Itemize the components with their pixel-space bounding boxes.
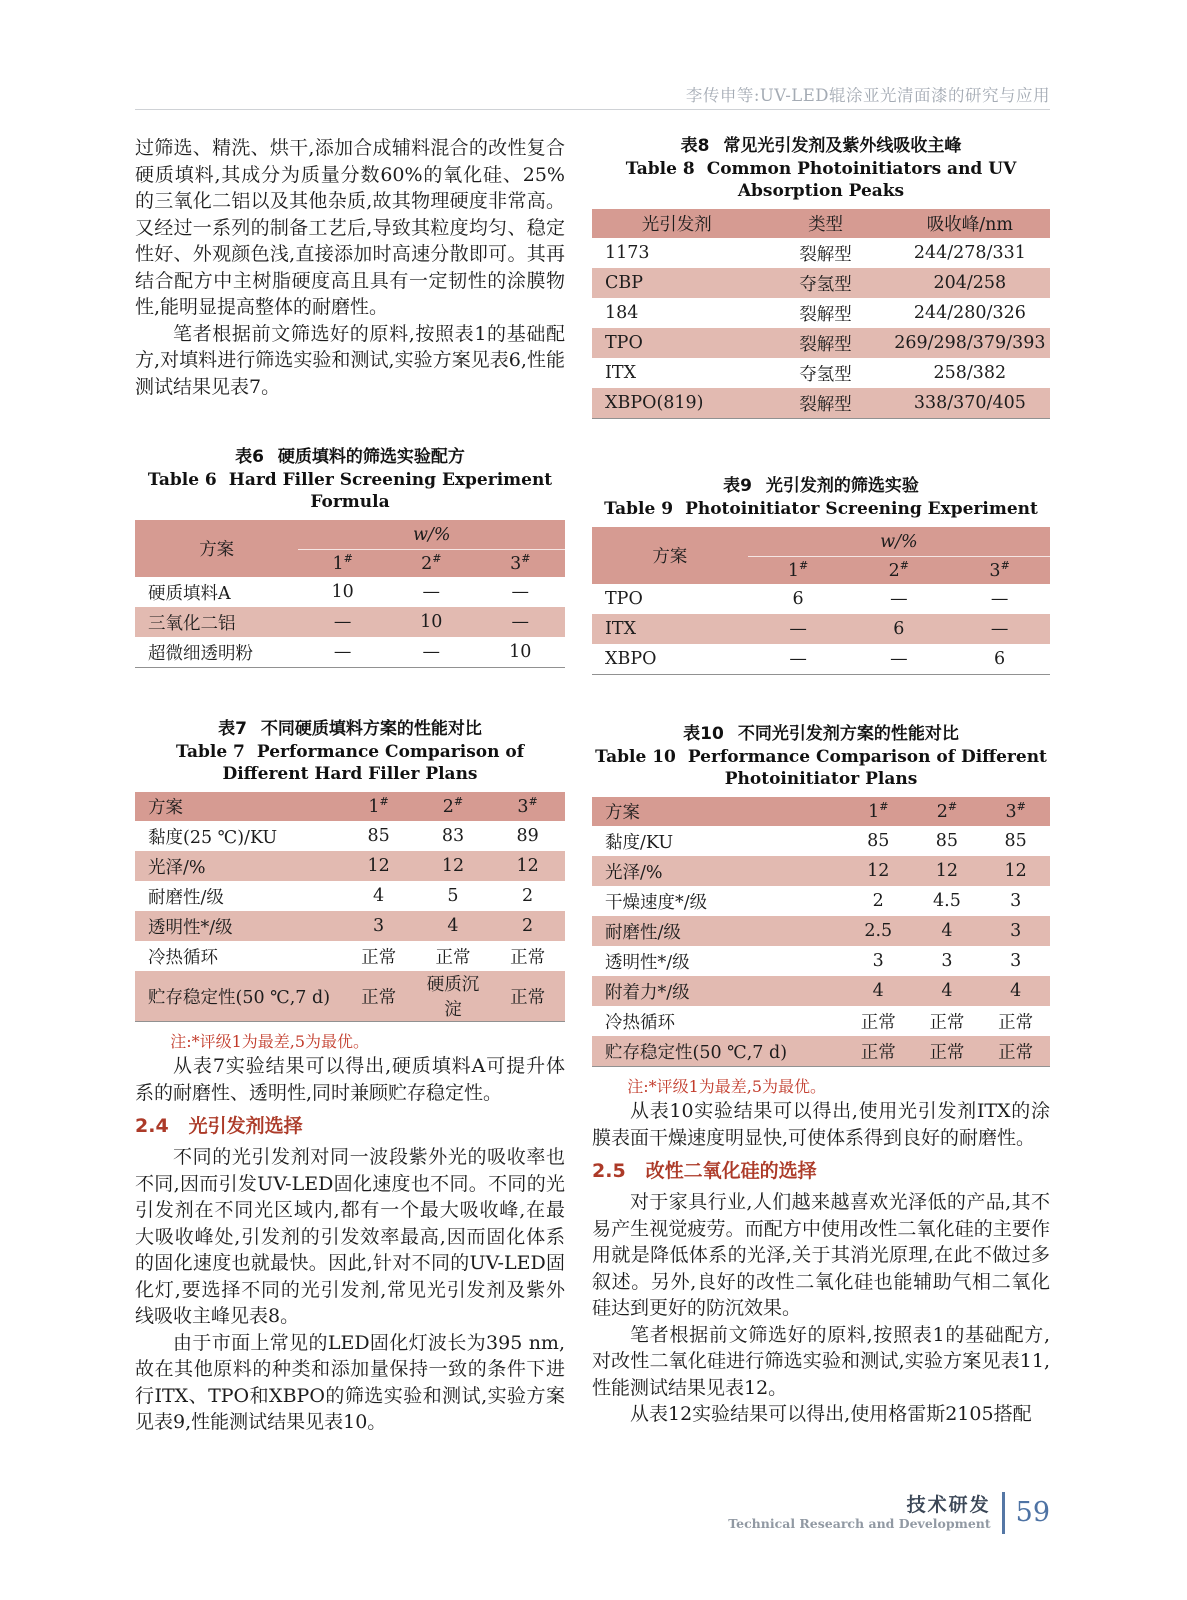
table-row xyxy=(592,614,1050,644)
row-label: 光泽/% xyxy=(592,856,844,886)
table-row xyxy=(592,1006,1050,1036)
table-8 xyxy=(592,209,1050,419)
plan-superscript: # xyxy=(1016,799,1026,813)
table-row xyxy=(592,328,1050,358)
caption-label: Table 10 xyxy=(595,747,676,767)
row-label: 耐磨性/级 xyxy=(148,887,224,908)
plan-header: 1# xyxy=(748,557,849,585)
row-label: 透明性*/级 xyxy=(135,911,341,941)
table-cell: 硬质沉淀 xyxy=(416,971,490,1022)
section-number: 2.4 xyxy=(135,1115,169,1137)
table-cell: — xyxy=(789,649,807,669)
table-cell: 85 xyxy=(1004,831,1027,851)
table-cell: 6 xyxy=(792,589,804,609)
table-10-caption-en xyxy=(592,746,1050,790)
table-cell: 正常 xyxy=(998,1012,1034,1033)
table-row xyxy=(135,821,565,851)
table-7-caption-en xyxy=(135,741,565,785)
table-10-note: 注:*评级1为最差,5为最优。 xyxy=(627,1077,827,1096)
table-9-caption-en xyxy=(592,498,1050,520)
table-8-caption-en xyxy=(592,158,1050,202)
table-cell: 3 xyxy=(981,916,1050,946)
table-cell: 4 xyxy=(913,916,982,946)
table-row xyxy=(135,851,565,881)
table-8-block xyxy=(592,135,1050,419)
table-row xyxy=(592,238,1050,268)
table-cell: 10 xyxy=(387,607,476,637)
table-6-block xyxy=(135,446,565,668)
table-cell: 裂解型 xyxy=(761,388,889,419)
running-head: 李传申等:UV-LED辊涂亚光清面漆的研究与应用 xyxy=(685,86,1050,105)
table-cell: 83 xyxy=(441,826,465,846)
table-6 xyxy=(135,520,565,668)
row-label: 贮存稳定性(50 ℃,7 d) xyxy=(135,971,341,1022)
table-cell: 4 xyxy=(844,976,913,1006)
table-cell: 正常 xyxy=(860,1012,896,1033)
table-row xyxy=(135,637,565,668)
table-cell: 正常 xyxy=(981,1036,1050,1067)
plan-superscript: # xyxy=(432,551,442,565)
page-footer xyxy=(728,1492,1050,1534)
table-row xyxy=(592,826,1050,856)
caption-label: 表6 xyxy=(235,447,264,467)
table-cell: 244/278/331 xyxy=(913,243,1026,263)
table-cell: — xyxy=(298,607,387,637)
footer-section-zh: 技术研发 xyxy=(906,1494,991,1516)
caption-label: Table 8 xyxy=(625,159,695,179)
table-cell: 12 xyxy=(913,856,982,886)
table-cell: — xyxy=(422,582,440,602)
caption-label: Table 7 xyxy=(175,742,245,762)
table-row xyxy=(135,607,565,637)
row-label: CBP xyxy=(592,268,761,298)
table-row xyxy=(592,856,1050,886)
paragraph: 过筛选、精洗、烘干,添加合成辅料混合的改性复合硬质填料,其成分为质量分数60%的氧化硅、25%的三氧化二铝以及其他杂质,故其物理硬度非常高。又经过一系列的制备工艺后,导致其粒度均匀、稳定性好、外观颜色浅,直接添加时高速分散即可。其再结合配方中主树脂硬度高且具有一定韧性的涂膜物性,能明显提高整体的耐磨性。 xyxy=(135,137,565,318)
table-row xyxy=(135,577,565,607)
table-cell: 85 xyxy=(367,826,390,846)
row-label: 附着力*/级 xyxy=(592,976,844,1006)
plan-header: 1# xyxy=(298,550,387,578)
table-row xyxy=(592,388,1050,419)
caption-label: 表9 xyxy=(723,476,752,496)
row-label: 冷热循环 xyxy=(148,947,218,968)
plan-header: 2# xyxy=(913,797,982,826)
table-cell: — xyxy=(511,582,530,602)
table-cell: 正常 xyxy=(510,947,546,968)
row-label: XBPO(819) xyxy=(592,388,761,419)
table-row xyxy=(135,971,565,1022)
caption-title: 常见光引发剂及紫外线吸收主峰 xyxy=(723,136,962,156)
row-label: ITX xyxy=(605,363,637,383)
table-7-block xyxy=(135,718,565,1053)
table-6-caption-zh xyxy=(135,446,565,469)
table-row xyxy=(135,941,565,971)
right-column xyxy=(592,135,1050,1436)
plan-superscript: # xyxy=(1000,558,1010,572)
plan-header: 2# xyxy=(387,550,476,578)
table-cell: 89 xyxy=(516,826,539,846)
section-heading-2-5 xyxy=(592,1158,1050,1184)
table-cell: 夺氢型 xyxy=(799,364,852,385)
table-cell: 2 xyxy=(872,891,884,911)
row-label: 184 xyxy=(605,303,639,323)
row-label: TPO xyxy=(592,328,761,358)
row-label: TPO xyxy=(605,589,643,609)
table-cell: 4 xyxy=(981,976,1050,1006)
table-cell: 2.5 xyxy=(844,916,913,946)
table-9 xyxy=(592,527,1050,675)
plan-header: 3# xyxy=(476,550,565,578)
table-cell: 3 xyxy=(872,951,884,971)
table-row xyxy=(592,584,1050,614)
table-cell: 5 xyxy=(447,886,459,906)
row-label: 黏度(25 ℃)/KU xyxy=(148,827,278,848)
plan-superscript: # xyxy=(528,794,538,808)
table-9-block xyxy=(592,475,1050,675)
caption-title: Hard Filler Screening Experiment Formula xyxy=(228,470,553,512)
table-cell: 10 xyxy=(509,642,532,662)
paragraph: 不同的光引发剂对同一波段紫外光的吸收率也不同,因而引发UV-LED固化速度也不同。不同的光引发剂在不同光区域内,都有一个最大吸收峰,在最大吸收峰处,引发剂的引发效率最高,因而固化体系的固化速度也就最快。因此,针对不同的UV-LED固化灯,要选择不同的光引发剂,常见光引发剂及紫外线吸收主峰见表8。 xyxy=(135,1146,565,1327)
column-header: 方案 xyxy=(592,527,748,584)
table-cell: 裂解型 xyxy=(799,304,852,325)
table-row xyxy=(135,881,565,911)
table-cell: 10 xyxy=(331,582,354,602)
table-cell: 12 xyxy=(844,856,913,886)
paragraph: 从表10实验结果可以得出,使用光引发剂ITX的涂膜表面干燥速度明显快,可使体系得到良好的耐磨性。 xyxy=(592,1100,1050,1149)
column-header: 吸收峰/nm xyxy=(890,209,1050,238)
section-number: 2.5 xyxy=(592,1160,626,1182)
plan-header: 2# xyxy=(848,557,949,585)
table-row xyxy=(592,886,1050,916)
caption-title: 硬质填料的筛选实验配方 xyxy=(277,447,465,467)
row-label: 干燥速度*/级 xyxy=(605,892,708,913)
table-row xyxy=(592,298,1050,328)
plan-header: 3# xyxy=(949,557,1050,585)
caption-title: 光引发剂的筛选实验 xyxy=(765,476,919,496)
table-cell: 正常 xyxy=(341,971,415,1022)
column-header: 方案 xyxy=(135,520,298,577)
table-header-row xyxy=(135,792,565,821)
table-cell: 夺氢型 xyxy=(761,268,889,298)
plan-superscript: # xyxy=(521,551,531,565)
column-header: 方案 xyxy=(135,792,341,821)
table-cell: 4 xyxy=(416,911,490,941)
paragraph: 对于家具行业,人们越来越喜欢光泽低的产品,其不易产生视觉疲劳。而配方中使用改性二氧化硅的主要作用就是降低体系的光泽,关于其消光原理,在此不做过多叙述。另外,良好的改性二氧化硅也能辅助气相二氧化硅达到更好的防沉效果。 xyxy=(592,1191,1050,1319)
row-label: 硬质填料A xyxy=(148,583,231,604)
table-cell: 85 xyxy=(867,831,890,851)
table-row xyxy=(592,916,1050,946)
plan-header: 3# xyxy=(981,797,1050,826)
table-7-caption-zh xyxy=(135,718,565,741)
page-number: 59 xyxy=(1015,1497,1050,1528)
left-column xyxy=(135,135,565,1436)
column-header: 类型 xyxy=(761,209,889,238)
row-label: XBPO xyxy=(605,649,657,669)
caption-title: Common Photoinitiators and UV Absorption Peaks xyxy=(706,159,1017,201)
table-cell: 裂解型 xyxy=(799,244,852,265)
plan-header: 1# xyxy=(844,797,913,826)
caption-title: 不同光引发剂方案的性能对比 xyxy=(737,724,959,744)
row-label: 黏度/KU xyxy=(605,832,674,853)
table-cell: — xyxy=(949,614,1050,644)
table-10 xyxy=(592,797,1050,1067)
plan-header: 2# xyxy=(416,792,490,821)
caption-label: 表7 xyxy=(218,719,247,739)
table-10-block xyxy=(592,723,1050,1098)
row-label: 贮存稳定性(50 ℃,7 d) xyxy=(592,1036,844,1067)
table-cell: 3 xyxy=(941,951,953,971)
footer-section-labels xyxy=(728,1494,990,1532)
paragraph: 笔者根据前文筛选好的原料,按照表1的基础配方,对改性二氧化硅进行筛选实验和测试,实验方案见表11,性能测试结果见表12。 xyxy=(592,1323,1050,1399)
table-header-row xyxy=(592,797,1050,826)
table-cell: 2 xyxy=(490,911,565,941)
table-7 xyxy=(135,792,565,1022)
paragraph: 笔者根据前文筛选好的原料,按照表1的基础配方,对填料进行筛选实验和测试,实验方案见表6,性能测试结果见表7。 xyxy=(135,322,565,398)
table-row xyxy=(592,946,1050,976)
group-header: w/% xyxy=(748,527,1050,557)
table-cell: 338/370/405 xyxy=(890,388,1050,419)
table-header-row xyxy=(592,209,1050,238)
caption-label: Table 6 xyxy=(147,470,217,490)
table-cell: 4 xyxy=(913,976,982,1006)
table-cell: — xyxy=(422,642,440,662)
table-cell: 12 xyxy=(490,851,565,881)
table-cell: 正常 xyxy=(490,971,565,1022)
table-header-row xyxy=(592,527,1050,557)
table-cell: 4.5 xyxy=(933,891,961,911)
plan-superscript: # xyxy=(453,794,464,808)
row-label: 1173 xyxy=(605,243,650,263)
column-header: 方案 xyxy=(592,797,844,826)
row-label: 透明性*/级 xyxy=(605,952,690,973)
plan-header: 1# xyxy=(341,792,415,821)
table-cell: 正常 xyxy=(913,1036,982,1067)
table-cell: 85 xyxy=(935,831,959,851)
table-header-row xyxy=(135,520,565,550)
row-label: 超微细透明粉 xyxy=(148,643,253,664)
column-header: 光引发剂 xyxy=(592,209,761,238)
table-7-note: 注:*评级1为最差,5为最优。 xyxy=(170,1032,370,1051)
table-cell: 269/298/379/393 xyxy=(890,328,1050,358)
section-heading-2-4 xyxy=(135,1113,565,1139)
section-title: 光引发剂选择 xyxy=(188,1115,303,1137)
footer-section-en: Technical Research and Development xyxy=(728,1516,991,1531)
group-header: w/% xyxy=(298,520,565,550)
table-row xyxy=(592,976,1050,1006)
caption-title: Photoinitiator Screening Experiment xyxy=(685,499,1038,519)
table-cell: 2 xyxy=(522,886,534,906)
table-row xyxy=(592,358,1050,388)
footer-divider-bar xyxy=(1002,1492,1005,1534)
table-cell: 12 xyxy=(341,851,415,881)
table-cell: 3 xyxy=(1010,891,1022,911)
row-label: 耐磨性/级 xyxy=(592,916,844,946)
caption-label: 表10 xyxy=(683,724,724,744)
table-cell: 12 xyxy=(416,851,490,881)
paragraph: 由于市面上常见的LED固化灯波长为395 nm,故在其他原料的种类和添加量保持一致的条件下进行ITX、TPO和XBPO的筛选实验和测试,实验方案见表9,性能测试结果见表10。 xyxy=(135,1331,565,1433)
plan-superscript: # xyxy=(947,799,958,813)
table-cell: 6 xyxy=(994,649,1006,669)
section-title: 改性二氧化硅的选择 xyxy=(645,1160,817,1182)
plan-superscript: # xyxy=(879,799,889,813)
table-row xyxy=(592,644,1050,675)
caption-title: 不同硬质填料方案的性能对比 xyxy=(260,719,482,739)
table-cell: 6 xyxy=(848,614,949,644)
table-cell: 204/258 xyxy=(890,268,1050,298)
row-label: 光泽/% xyxy=(135,851,341,881)
table-cell: — xyxy=(748,614,849,644)
table-cell: 正常 xyxy=(435,947,471,968)
row-label: 冷热循环 xyxy=(605,1012,675,1033)
plan-superscript: # xyxy=(343,551,353,565)
caption-label: Table 9 xyxy=(604,499,674,519)
table-cell: 3 xyxy=(1010,951,1022,971)
table-row xyxy=(592,268,1050,298)
table-cell: — xyxy=(890,649,908,669)
table-cell: 裂解型 xyxy=(761,328,889,358)
table-8-caption-zh xyxy=(592,135,1050,158)
table-cell: — xyxy=(476,607,565,637)
row-label: ITX xyxy=(592,614,748,644)
table-cell: 258/382 xyxy=(933,363,1007,383)
table-10-caption-zh xyxy=(592,723,1050,746)
plan-superscript: # xyxy=(379,794,389,808)
caption-title: Performance Comparison of Different Hard Filler Plans xyxy=(222,742,525,784)
table-cell: 正常 xyxy=(844,1036,913,1067)
table-cell: 正常 xyxy=(361,947,397,968)
plan-superscript: # xyxy=(899,558,910,572)
table-cell: — xyxy=(890,589,908,609)
paragraph: 从表12实验结果可以得出,使用格雷斯2105搭配 xyxy=(630,1403,1032,1425)
table-row xyxy=(135,911,565,941)
paragraph: 从表7实验结果可以得出,硬质填料A可提升体系的耐磨性、透明性,同时兼顾贮存稳定性。 xyxy=(135,1055,565,1104)
table-cell: 3 xyxy=(341,911,415,941)
table-6-caption-en xyxy=(135,469,565,513)
caption-title: Performance Comparison of Different Photoinitiator Plans xyxy=(687,747,1047,789)
plan-header: 3# xyxy=(490,792,565,821)
row-label: 三氧化二铝 xyxy=(135,607,298,637)
two-column-layout xyxy=(135,135,1050,1436)
table-cell: 12 xyxy=(981,856,1050,886)
table-cell: 正常 xyxy=(929,1012,965,1033)
table-cell: 4 xyxy=(373,886,385,906)
plan-superscript: # xyxy=(799,558,809,572)
table-cell: 244/280/326 xyxy=(913,303,1026,323)
caption-label: 表8 xyxy=(680,136,710,156)
table-9-caption-zh xyxy=(592,475,1050,498)
table-row xyxy=(592,1036,1050,1067)
table-cell: — xyxy=(333,642,352,662)
table-cell: — xyxy=(990,589,1009,609)
header-rule xyxy=(135,109,1050,110)
